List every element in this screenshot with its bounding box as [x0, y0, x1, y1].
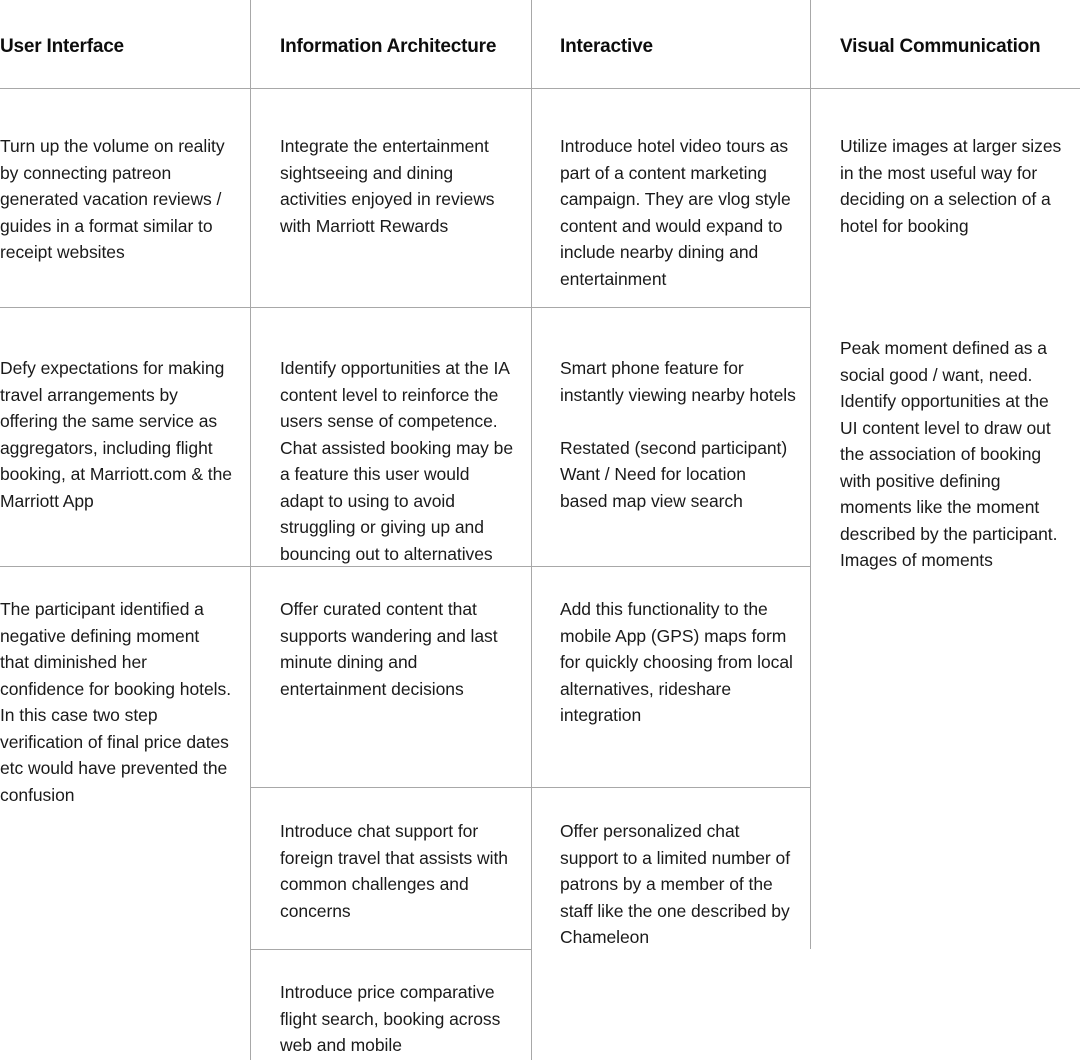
cell-text: Turn up the volume on reality by connecting patreon generated vacation reviews / guides in a format similar to receipt websites — [0, 136, 225, 262]
col3-col4-divider — [810, 0, 811, 949]
cell-information-architecture-r2 — [280, 355, 516, 567]
cell-information-architecture-r5 — [280, 979, 516, 1059]
cell-interactive-r3 — [560, 596, 796, 729]
header-divider-row — [0, 88, 1080, 89]
cell-visual-communication-r2 — [840, 335, 1062, 574]
cell-text: Defy expectations for making travel arrangements by offering the same service as aggregators, including flight booking, at Marriott.com & the Marriott App — [0, 358, 232, 511]
column-header-visual-communication: Visual Communication — [840, 36, 1041, 57]
cell-text: Offer curated content that supports wandering and last minute dining and entertainment decisions — [280, 599, 498, 699]
cell-text: Identify opportunities at the IA content level to reinforce the users sense of competence. Chat assisted booking may be a feature this user would adapt to using to avoid struggling or giving up and bouncing out to alternatives — [280, 358, 514, 564]
cell-information-architecture-r1 — [280, 133, 516, 239]
cell-text-secondary: Restated (second participant) Want / Need for location based map view search — [560, 437, 788, 511]
cell-text: Introduce hotel video tours as part of a content marketing campaign. They are vlog style content and would expand to include nearby dining and entertainment — [560, 136, 791, 289]
cell-interactive-r1 — [560, 133, 796, 292]
cell-interactive-r4 — [560, 818, 796, 951]
cell-text: Add this functionality to the mobile App (GPS) maps form for quickly choosing from local alternatives, rideshare integration — [560, 599, 793, 725]
cell-text: Introduce chat support for foreign travel that assists with common challenges and concerns — [280, 821, 508, 921]
cell-user-interface-r2 — [0, 355, 232, 514]
row3-row4-divider — [250, 787, 810, 788]
cell-information-architecture-r3 — [280, 596, 516, 702]
cell-visual-communication-r1 — [840, 133, 1062, 239]
column-header-interactive: Interactive — [560, 36, 653, 57]
cell-user-interface-r3 — [0, 596, 232, 808]
cell-text: Integrate the entertainment sightseeing and dining activities enjoyed in reviews with Marriott Rewards — [280, 136, 495, 236]
cell-user-interface-r1 — [0, 133, 232, 266]
cell-text: The participant identified a negative defining moment that diminished her confidence for booking hotels. In this case two step verification of final price dates etc would have prevented the confusion — [0, 599, 232, 805]
cell-text: Smart phone feature for instantly viewing nearby hotels — [560, 358, 796, 405]
cell-text: Peak moment defined as a social good / want, need. Identify opportunities at the UI content level to draw out the association of booking with positive defining moments like the moment described by the participant. Images of moments — [840, 338, 1058, 570]
cell-text: Introduce price comparative flight search, booking across web and mobile — [280, 982, 501, 1055]
column-header-user-interface: User Interface — [0, 36, 124, 57]
row4-row5-divider — [250, 949, 531, 950]
cell-interactive-r2 — [560, 355, 796, 514]
col2-col3-divider — [531, 0, 532, 1060]
cell-text: Utilize images at larger sizes in the most useful way for deciding on a selection of a hotel for booking — [840, 136, 1062, 236]
column-header-information-architecture: Information Architecture — [280, 36, 497, 57]
cell-text: Offer personalized chat support to a limited number of patrons by a member of the staff like the one described by Chameleon — [560, 821, 791, 947]
cell-information-architecture-r4 — [280, 818, 516, 924]
col1-col2-divider — [250, 0, 251, 1060]
row1-row2-divider — [0, 307, 810, 308]
